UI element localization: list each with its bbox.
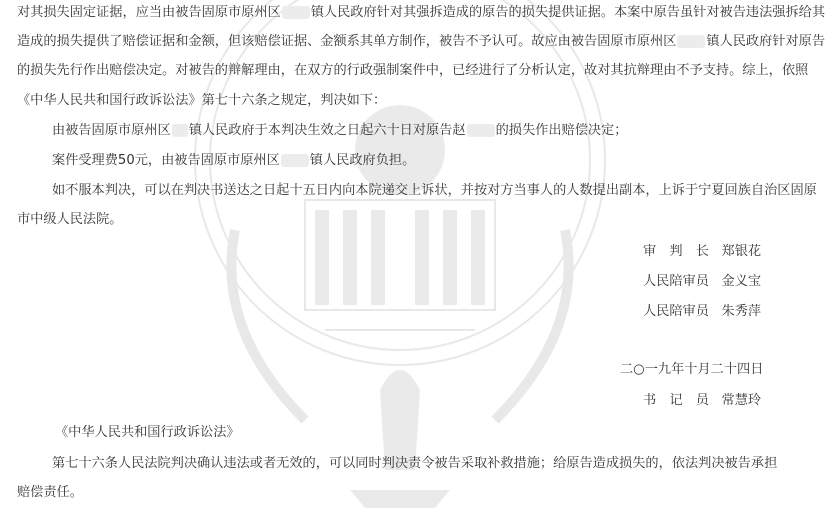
body-line-3: 的损失先行作出赔偿决定。对被告的辩解理由，在双方的行政强制案件中，已经进行了分析认定，故对其抗辩理由不予支持。综上，依照 [17,63,809,78]
body-line-4: 《中华人民共和国行政诉讼法》第七十六条之规定，判决如下： [17,93,387,108]
signature-juror-2: 人民陪审员 朱秀萍 [643,304,762,319]
appendix-article-line-1: 第七十六条人民法院判决确认违法或者无效的，可以同时判决责令被告采取补救措施；给原告造成损失的，依法判决被告承担 [52,456,778,471]
body-line-1: 对其损失固定证据，应当由被告固原市原州区 镇人民政府针对其强拆造成的原告的损失提供证据。本案中原告虽针对被告违法强拆给其 [17,5,825,20]
redaction [467,124,495,137]
redaction [281,154,309,167]
appeal-notice-line-2: 市中级人民法院。 [17,212,123,227]
signature-presiding-judge: 审 判 长 郑银花 [643,244,762,259]
body-line-2: 造成的损失提供了赔偿证据和金额，但该赔偿证据、金额系其单方制作，被告不予认可。故应由被告固原市原州区 镇人民政府针对原告 [17,34,825,49]
redaction [172,124,188,137]
redaction [677,35,705,48]
redaction [282,6,310,19]
ruling-item-1: 由被告固原市原州区 镇人民政府于本判决生效之日起六十日对原告赵 的损失作出赔偿决定； [52,123,628,138]
appeal-notice-line-1: 如不服本判决，可以在判决书送达之日起十五日内向本院递交上诉状，并按对方当事人的人数提出副本，上诉于宁夏回族自治区固原 [52,183,817,198]
signature-juror-1: 人民陪审员 金义宝 [643,274,762,289]
signature-clerk: 书 记 员 常慧玲 [643,393,762,408]
appendix-article-line-2: 赔偿责任。 [17,485,83,500]
ruling-item-2: 案件受理费50元，由被告固原市原州区 镇人民政府负担。 [52,153,416,168]
judgment-date: 二○一九年十月二十四日 [620,362,764,377]
appendix-law-title: 《中华人民共和国行政诉讼法》 [55,425,240,440]
